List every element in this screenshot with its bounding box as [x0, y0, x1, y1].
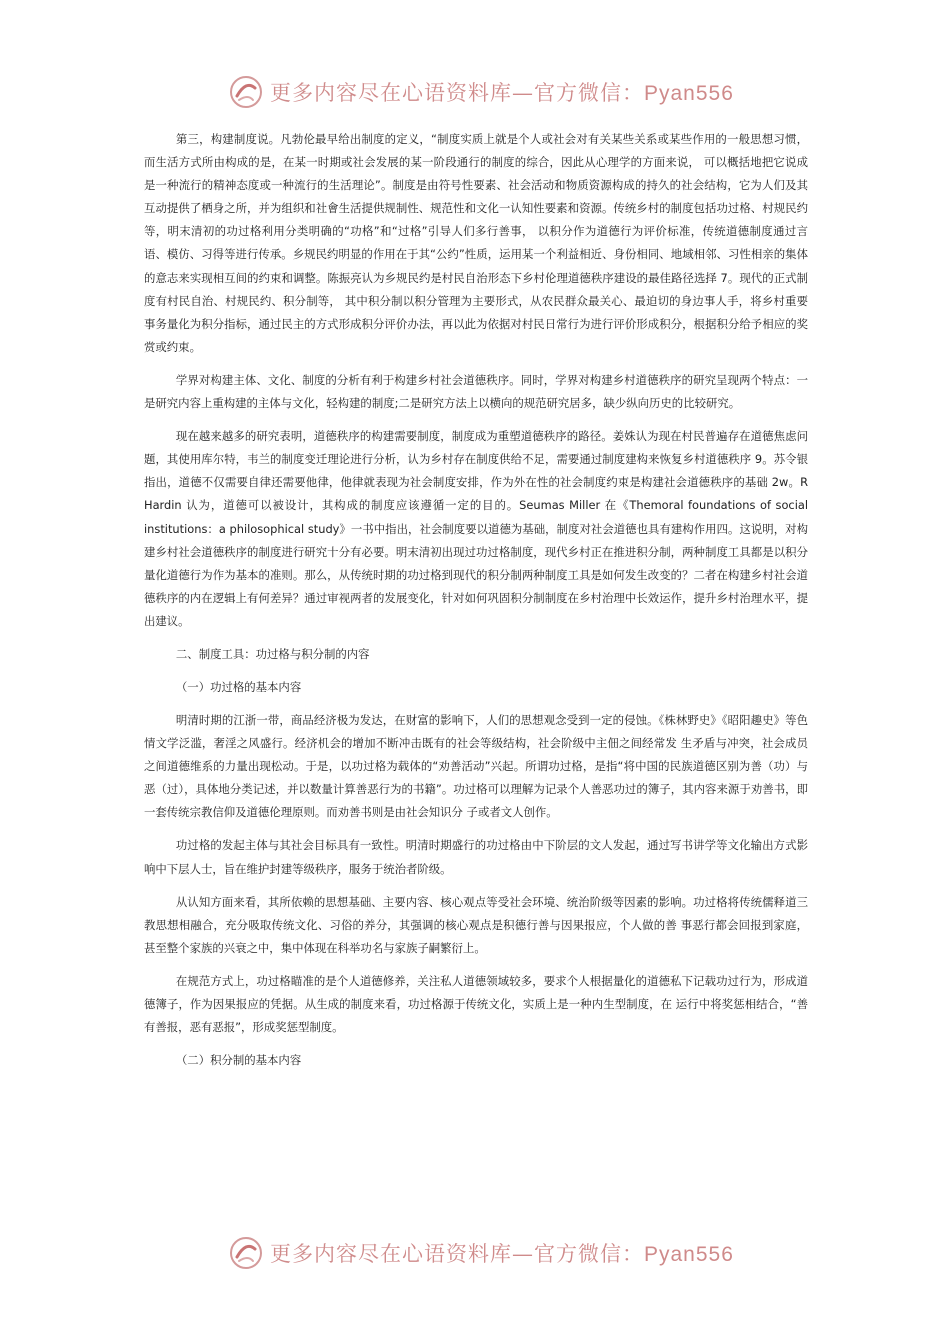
banner-text: 更多内容尽在心语资料库—官方微信：Pyan556: [270, 1242, 734, 1266]
paragraph-6: 从认知方面来看，其所依赖的思想基础、主要内容、核心观点等受社会环境、统治阶级等因素的影响。功过格将传统儒释道三教思想相融合，充分吸取传统文化、习俗的养分，其强调的核心观点是积德行善与因果报应，个人做的善 事恶行都会回报到家庭，甚至整个家族的兴衰之中，集中体现在科举功名与家族子嗣繁衍上。: [144, 894, 808, 955]
section-heading: 二、制度工具：功过格与积分制的内容: [175, 646, 370, 661]
paragraph-1: 第三，构建制度说。凡勃伦最早给出制度的定义，“制度实质上就是个人或社会对有关某些关系或某些作用的一般思想习惯，而生活方式所由构成的是，在某一时期或社会发展的某一阶段通行的制度的综合，因此从心理学的方面来说， 可以概括地把它说成是一种流行的精神态度或一种流行的生活理论”。制度是由符号性要素、社会活动和物质资源构成的持久的社会结构，它为人们及其互动提供了栖身之所，并为组织和社會生活提供规制性、规范性和文化一认知性要素和资源。传统乡村的制度包括功过格、村规民约等，明末清初的功过格利用分类明确的“功格”和“过格”引导人们多行善事， 以积分作为道德行为评价标准，传统道德制度通过言语、模仿、习得等进行传承。乡规民约明显的作用在于其“公约”性质，运用某一个利益相近、身份相同、地域相邻、习性相亲的集体的意志来实现相互间的约束和调整。陈振亮认为乡规民约是村民自治形态下乡村伦理道德秩序建设的最佳路径选择 7。现代的正式制度有村民自治、村规民约、积分制等， 其中积分制以积分管理为主要形式，从农民群众最关心、最迫切的身边事人手，将乡村重要事务量化为积分指标，通过民主的方式形成积分评价办法，再以此为依据对村民日常行为进行评价形成积分，根据积分给予相应的奖赏或约束。: [144, 132, 808, 354]
paragraph-5: 功过格的发起主体与其社会目标具有一致性。明清时期盛行的功过格由中下阶层的文人发起，通过写书讲学等文化输出方式影响中下层人士，旨在维护封建等级秩序，服务于统治者阶级。: [144, 838, 808, 876]
paragraph-2: 学界对构建主体、文化、制度的分析有利于构建乡村社会道德秩序。同时，学界对构建乡村道德秩序的研究呈现两个特点：一是研究内容上重构建的主体与文化，轻构建的制度;二是研究方法上以横向的规范研究居多，缺少纵向历史的比较研究。: [144, 372, 808, 411]
wechat-id: Pyan556: [644, 82, 734, 105]
subsection-heading-1: （一）功过格的基本内容: [175, 679, 302, 694]
banner-text: 更多内容尽在心语资料库—官方微信：Pyan556: [270, 81, 734, 105]
paragraph-4: 明清时期的江浙一带，商品经济极为发达，在财富的影响下，人们的思想观念受到一定的侵蚀。《株林野史》《昭阳趣史》等色情文学泛滥，奢淫之风盛行。经济机会的增加不断冲击既有的社会等级结构，社会阶级中主佃之间经常发 生矛盾与冲突，社会成员之间道德维系的力量出现松动。于是，以功过格为载体的“劝善活动”兴起。所谓功过格，是指“将中国的民族道德区别为善（功）与恶（过），具体地分类记述，并以数量计算善恶行为的书籍”。功过格可以理解为记录个人善恶功过的簿子，其内容来源于劝善书，即一套传统宗教信仰及道德伦理原则。而劝善书则是由社会知识分 子或者文人创作。: [144, 712, 808, 820]
paragraph-3: 现在越来越多的研究表明，道德秩序的构建需要制度，制度成为重塑道德秩序的路径。姜姝认为现在村民普遍存在道德焦虑问题，其使用库尔特，韦兰的制度变迁理论进行分析，认为乡村存在制度供给不足，需要通过制度建构来恢复乡村道德秩序 9。苏令银指出，道德不仅需要自律还需要他律，他律就表现为社会制度安排，作为外在性的社会制度约束是构建社会道德秩序的基础 2w。R Hardin 认为，道德可以被设计，其构成的制度应该遵循一定的目的。Seumas Miller 在《Themoral foundations of social institutions：a philosophical study》一书中指出，社会制度要以道德为基础，制度对社会道德也具有建构作用四。这说明，对构建乡村社会道德秩序的制度进行研究十分有必要。明末清初出现过功过格制度，现代乡村正在推进积分制，两种制度工具都是以积分量化道德行为作为基本的准则。那么，从传统时期的功过格到现代的积分制两种制度工具是如何发生改变的？二者在构建乡村社会道德秩序的内在逻辑上有何差异？通过审视两者的发展变化，针对如何巩固积分制制度在乡村治理中长效运作，提升乡村治理水平，提出建议。: [144, 429, 808, 628]
seal-logo-icon: [228, 74, 264, 110]
wechat-id: Pyan556: [644, 1243, 734, 1266]
subsection-heading-2: （二）积分制的基本内容: [175, 1053, 302, 1068]
paragraph-7: 在规范方式上，功过格瞄准的是个人道德修养，关注私人道德领域较多，要求个人根据量化的道德私下记载功过行为，形成道德簿子，作为因果报应的凭据。从生成的制度来看，功过格源于传统文化，实质上是一种内生型制度，在 运行中将奖惩相结合，“善有善报，恶有恶报”，形成奖惩型制度。: [144, 973, 808, 1035]
document-body: [144, 128, 808, 1082]
footer-watermark-banner: [228, 1233, 734, 1273]
seal-logo-icon: [228, 1235, 264, 1271]
header-watermark-banner: [228, 72, 734, 112]
